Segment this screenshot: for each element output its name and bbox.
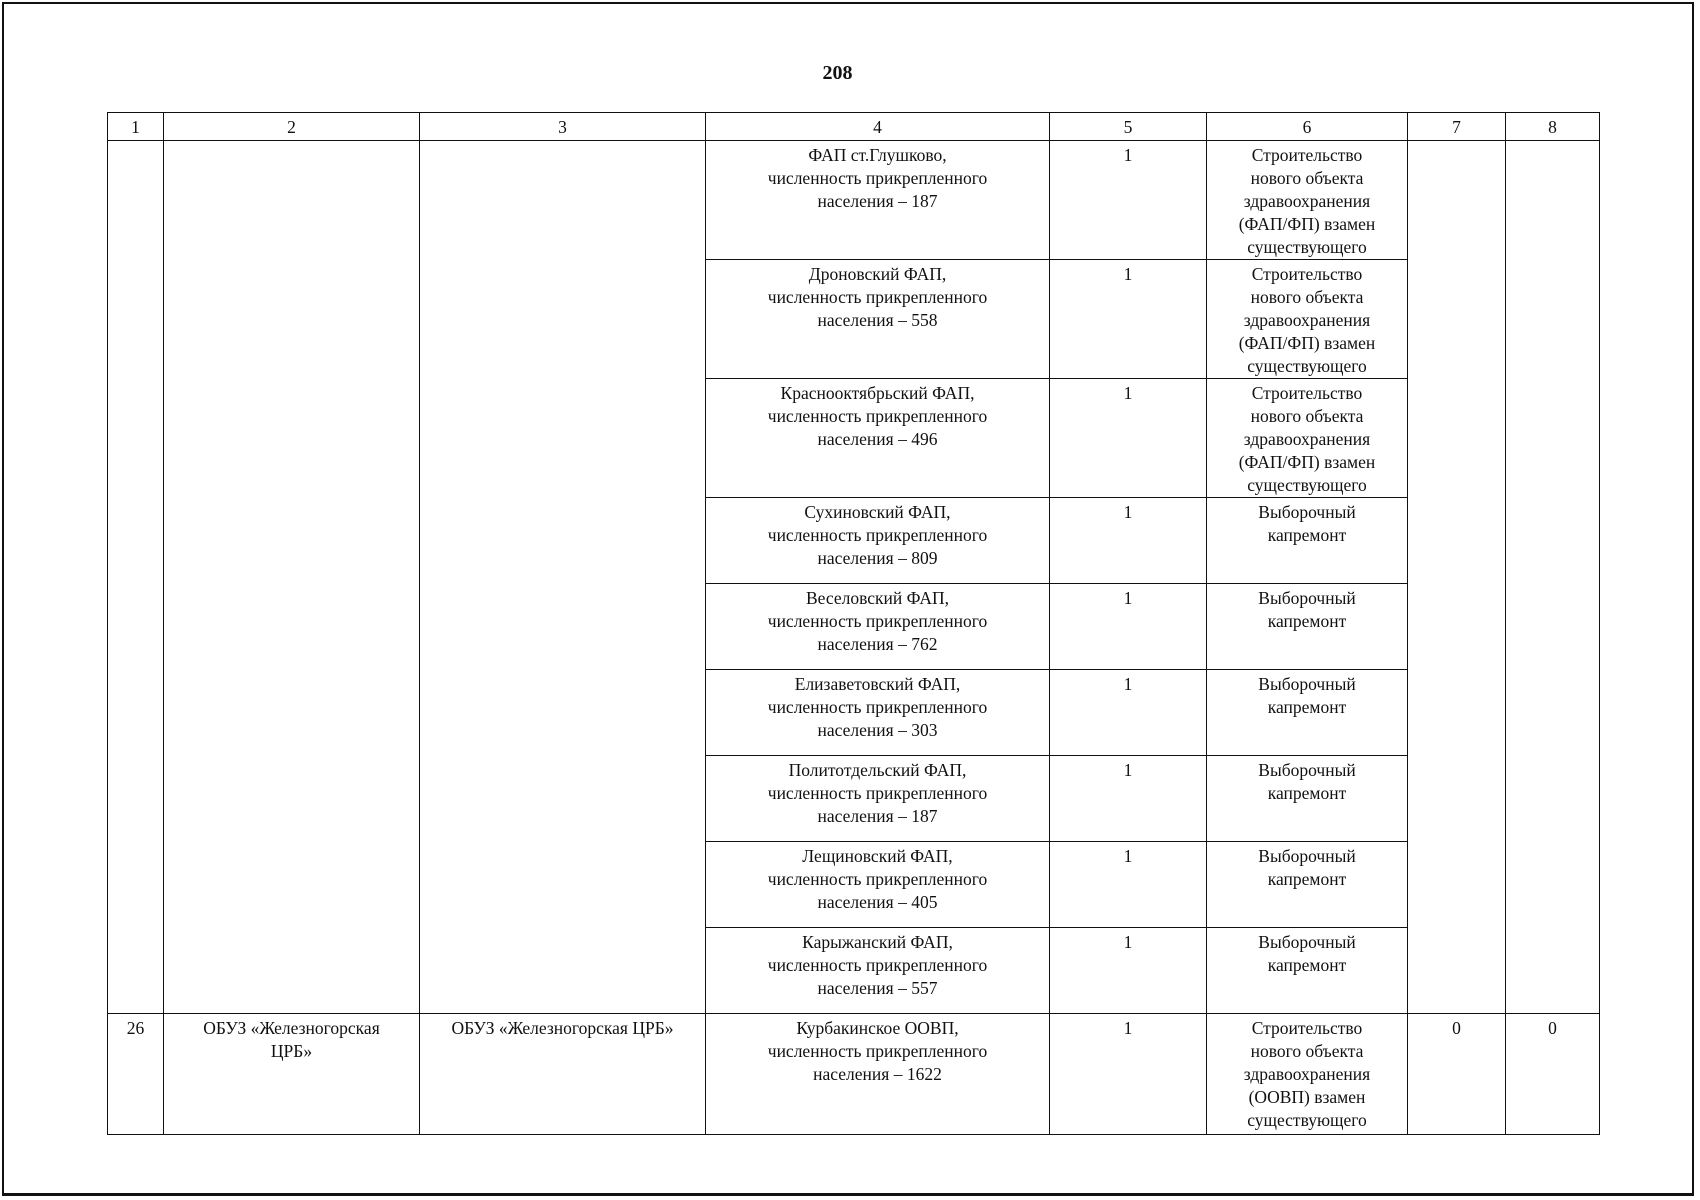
count-cell: 1 [1050,260,1207,379]
facility-cell: ФАП ст.Глушково, численность прикрепленного населения – 187 [706,141,1050,260]
page-number: 208 [822,62,853,84]
facility-cell: Елизаветовский ФАП, численность прикрепленного населения – 303 [706,670,1050,756]
work-type-cell: Строительство нового объекта здравоохранения (ФАП/ФП) взамен существующего [1207,141,1408,260]
count-cell: 1 [1050,756,1207,842]
col8-value-cell: 0 [1506,1014,1600,1135]
count-cell: 1 [1050,498,1207,584]
col7-value-cell: 0 [1408,1014,1506,1135]
count-cell: 1 [1050,141,1207,260]
work-type-cell: Выборочный капремонт [1207,842,1408,928]
organization-cell: ОБУЗ «Железногорская ЦРБ» [164,1014,420,1135]
column-number-header: 8 [1506,113,1600,141]
facility-cell: Сухиновский ФАП, численность прикрепленного населения – 809 [706,498,1050,584]
column-number-header: 6 [1207,113,1408,141]
column-number-row [108,113,1600,141]
column-number-header: 2 [164,113,420,141]
count-cell: 1 [1050,842,1207,928]
count-cell: 1 [1050,584,1207,670]
column-number-header: 1 [108,113,164,141]
count-cell: 1 [1050,928,1207,1014]
merged-number-cell [108,141,164,1014]
count-cell: 1 [1050,670,1207,756]
facility-cell: Карыжанский ФАП, численность прикрепленного населения – 557 [706,928,1050,1014]
merged-organization-cell [164,141,420,1014]
count-cell: 1 [1050,379,1207,498]
work-type-cell: Выборочный капремонт [1207,670,1408,756]
data-table [107,112,1600,1135]
facility-cell: Дроновский ФАП, численность прикрепленного населения – 558 [706,260,1050,379]
work-type-cell: Строительство нового объекта здравоохранения (ФАП/ФП) взамен существующего [1207,260,1408,379]
column-number-header: 3 [420,113,706,141]
work-type-cell: Выборочный капремонт [1207,498,1408,584]
facility-cell: Краснооктябрьский ФАП, численность прикрепленного населения – 496 [706,379,1050,498]
work-type-cell: Выборочный капремонт [1207,756,1408,842]
table-row [108,141,1600,260]
work-type-cell: Строительство нового объекта здравоохранения (ООВП) взамен существующего [1207,1014,1408,1135]
recipient-cell: ОБУЗ «Железногорская ЦРБ» [420,1014,706,1135]
merged-recipient-cell [420,141,706,1014]
work-type-cell: Выборочный капремонт [1207,584,1408,670]
work-type-cell: Выборочный капремонт [1207,928,1408,1014]
work-type-cell: Строительство нового объекта здравоохранения (ФАП/ФП) взамен существующего [1207,379,1408,498]
facility-cell: Политотдельский ФАП, численность прикрепленного населения – 187 [706,756,1050,842]
column-number-header: 5 [1050,113,1207,141]
column-number-header: 7 [1408,113,1506,141]
merged-col7-cell [1408,141,1506,1014]
column-number-header: 4 [706,113,1050,141]
table-row-26 [108,1014,1600,1135]
facility-cell: Лещиновский ФАП, численность прикрепленного населения – 405 [706,842,1050,928]
row-number-cell: 26 [108,1014,164,1135]
count-cell: 1 [1050,1014,1207,1135]
facility-cell: Веселовский ФАП, численность прикрепленного населения – 762 [706,584,1050,670]
facility-cell: Курбакинское ООВП, численность прикрепленного населения – 1622 [706,1014,1050,1135]
merged-col8-cell [1506,141,1600,1014]
